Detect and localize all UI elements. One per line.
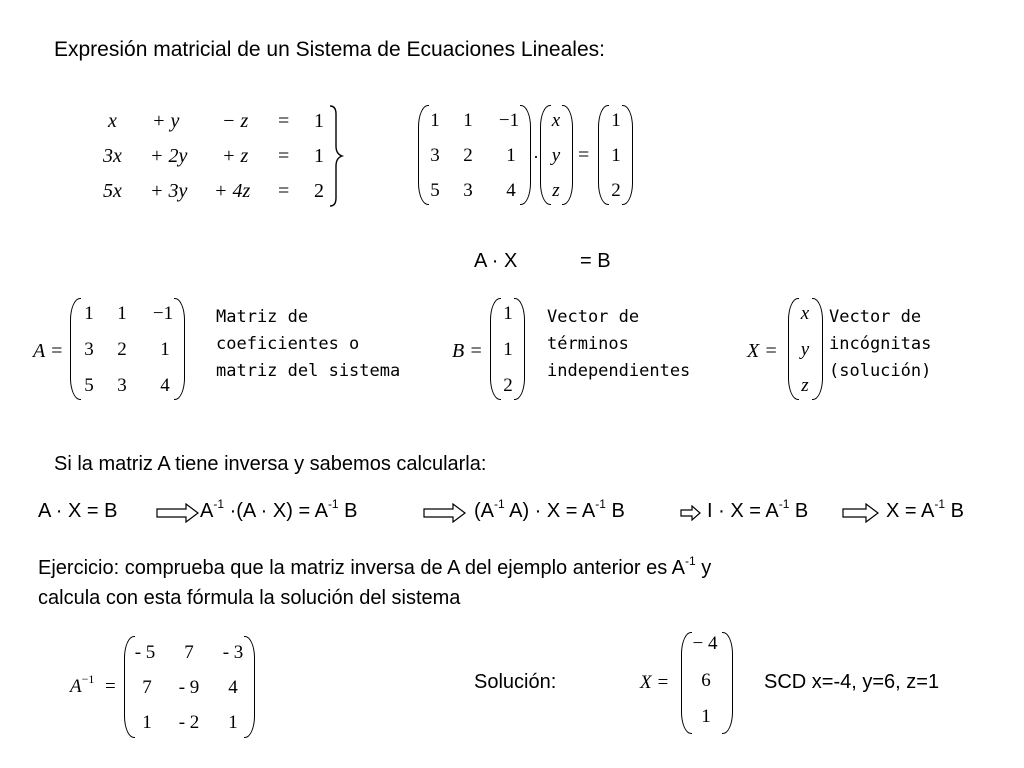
scd-result: SCD x=-4, y=6, z=1 bbox=[764, 671, 940, 693]
implies-arrow-icon bbox=[423, 503, 467, 523]
solution-cell: − 4 bbox=[692, 633, 718, 654]
vector-x-cell: y bbox=[551, 145, 561, 166]
vector-b-cell: 2 bbox=[611, 180, 621, 201]
right-paren-icon bbox=[562, 105, 573, 205]
right-paren-icon bbox=[622, 105, 633, 205]
vector-x-cell: x bbox=[551, 110, 561, 131]
sys-r2c4: = bbox=[278, 145, 290, 167]
vector-x-cell: y bbox=[800, 339, 810, 360]
solution-cell: 1 bbox=[701, 706, 711, 727]
vector-b-cell: 2 bbox=[503, 375, 513, 396]
inverse-cell: - 2 bbox=[178, 712, 200, 733]
matrix-cell: 3 bbox=[463, 180, 473, 201]
b-desc-line1: Vector de bbox=[547, 307, 640, 327]
inverse-intro: Si la matriz A tiene inversa y sabemos calcularla: bbox=[54, 453, 487, 475]
equals-sign: = bbox=[105, 676, 116, 697]
matrix-cell: 4 bbox=[160, 375, 170, 396]
x-desc-line3: (solución) bbox=[829, 361, 932, 381]
matrix-cell: −1 bbox=[152, 303, 174, 324]
matrix-cell: 3 bbox=[117, 375, 127, 396]
implies-arrow-icon bbox=[842, 503, 880, 523]
vector-b-cell: 1 bbox=[503, 303, 513, 324]
a-desc-line3: matriz del sistema bbox=[216, 361, 401, 381]
inverse-cell: - 5 bbox=[134, 642, 156, 663]
a-desc-line2: coeficientes o bbox=[216, 334, 360, 354]
inverse-cell: - 3 bbox=[222, 642, 244, 663]
implies-arrow-icon bbox=[156, 503, 200, 523]
b-label: B = bbox=[452, 340, 483, 362]
sys-r2c1: 3x bbox=[103, 145, 122, 167]
vector-b-cell: 1 bbox=[611, 110, 621, 131]
matrix-cell: 5 bbox=[430, 180, 440, 201]
sys-r1c2: + y bbox=[152, 110, 180, 132]
sys-r2c5: 1 bbox=[314, 145, 324, 167]
inverse-cell: 7 bbox=[142, 677, 152, 698]
sys-r3c2: + 3y bbox=[150, 180, 188, 202]
sys-r1c5: 1 bbox=[314, 110, 324, 132]
right-paren-icon bbox=[520, 105, 531, 205]
implies-arrow-icon bbox=[680, 505, 702, 521]
right-paren-icon bbox=[244, 636, 255, 738]
exercise-line2: calcula con esta fórmula la solución del sistema bbox=[38, 587, 461, 609]
matrix-cell: 3 bbox=[430, 145, 440, 166]
matrix-cell: 2 bbox=[463, 145, 473, 166]
sys-r1c4: = bbox=[278, 110, 290, 132]
vector-x-cell: x bbox=[800, 303, 810, 324]
solution-label: Solución: bbox=[474, 671, 557, 693]
sys-r2c3: + z bbox=[222, 145, 249, 167]
vector-x-cell: z bbox=[801, 375, 809, 396]
derivation-step3: ($A^{-1}$ $A) \cdot X = A^{-1}$ B bbox=[474, 497, 625, 522]
matrix-cell: 1 bbox=[117, 303, 127, 324]
derivation-step5: $X = A^{-1}$ B bbox=[886, 497, 964, 522]
a-label: A = bbox=[33, 340, 64, 362]
matrix-cell: 1 bbox=[430, 110, 440, 131]
matrix-cell: 1 bbox=[463, 110, 473, 131]
derivation-step2: $A^{-1} \cdot(A \cdot X) = A^{-1}$ B bbox=[200, 497, 358, 522]
exercise-line1: Ejercicio: comprueba que la matriz inversa de A del ejemplo anterior es $A^{-1}$ y bbox=[38, 554, 712, 579]
inverse-cell: 1 bbox=[228, 712, 238, 733]
b-desc-line2: términos bbox=[547, 334, 629, 354]
sys-r1c1: x bbox=[108, 110, 117, 132]
right-paren-icon bbox=[812, 298, 823, 400]
right-paren-icon bbox=[174, 298, 185, 400]
sys-r3c5: 2 bbox=[314, 180, 324, 202]
b-desc-line3: independientes bbox=[547, 361, 691, 381]
vector-b-cell: 1 bbox=[611, 145, 621, 166]
vector-x-cell: z bbox=[552, 180, 560, 201]
matrix-cell: 2 bbox=[117, 339, 127, 360]
dot-operator: · bbox=[533, 147, 539, 167]
eq-b-label: = B bbox=[580, 250, 611, 272]
matrix-cell: 1 bbox=[506, 145, 516, 166]
matrix-cell: 5 bbox=[84, 375, 94, 396]
inverse-cell: - 9 bbox=[178, 677, 200, 698]
derivation-step4: $I \cdot X = A^{-1}$ B bbox=[707, 497, 809, 522]
x-desc-line2: incógnitas bbox=[829, 334, 932, 354]
sys-r3c4: = bbox=[278, 180, 290, 202]
sys-r3c1: 5x bbox=[103, 180, 122, 202]
sys-r3c3: + 4z bbox=[214, 180, 251, 202]
a-desc-line1: Matriz de bbox=[216, 307, 309, 327]
inverse-cell: 4 bbox=[228, 677, 238, 698]
matrix-cell: −1 bbox=[498, 110, 520, 131]
matrix-cell: 4 bbox=[506, 180, 516, 201]
inverse-cell: 1 bbox=[142, 712, 152, 733]
sys-r1c3: − z bbox=[222, 110, 249, 132]
matrix-cell: 3 bbox=[84, 339, 94, 360]
x-label: X = bbox=[640, 672, 670, 693]
x-desc-line1: Vector de bbox=[829, 307, 922, 327]
ax-label: A · X bbox=[474, 250, 518, 272]
right-brace-icon bbox=[328, 104, 350, 208]
matrix-cell: 1 bbox=[160, 339, 170, 360]
equals-sign: = bbox=[578, 144, 590, 166]
inverse-label: $A^{-1}$ bbox=[70, 672, 95, 697]
matrix-cell: 1 bbox=[84, 303, 94, 324]
right-paren-icon bbox=[722, 632, 733, 734]
x-label: X = bbox=[747, 340, 778, 362]
solution-cell: 6 bbox=[701, 670, 711, 691]
right-paren-icon bbox=[514, 298, 525, 400]
derivation-step1: A · X = B bbox=[38, 500, 118, 522]
sys-r2c2: + 2y bbox=[150, 145, 188, 167]
page-title: Expresión matricial de un Sistema de Ecuaciones Lineales: bbox=[54, 38, 605, 61]
vector-b-cell: 1 bbox=[503, 339, 513, 360]
inverse-cell: 7 bbox=[184, 642, 194, 663]
